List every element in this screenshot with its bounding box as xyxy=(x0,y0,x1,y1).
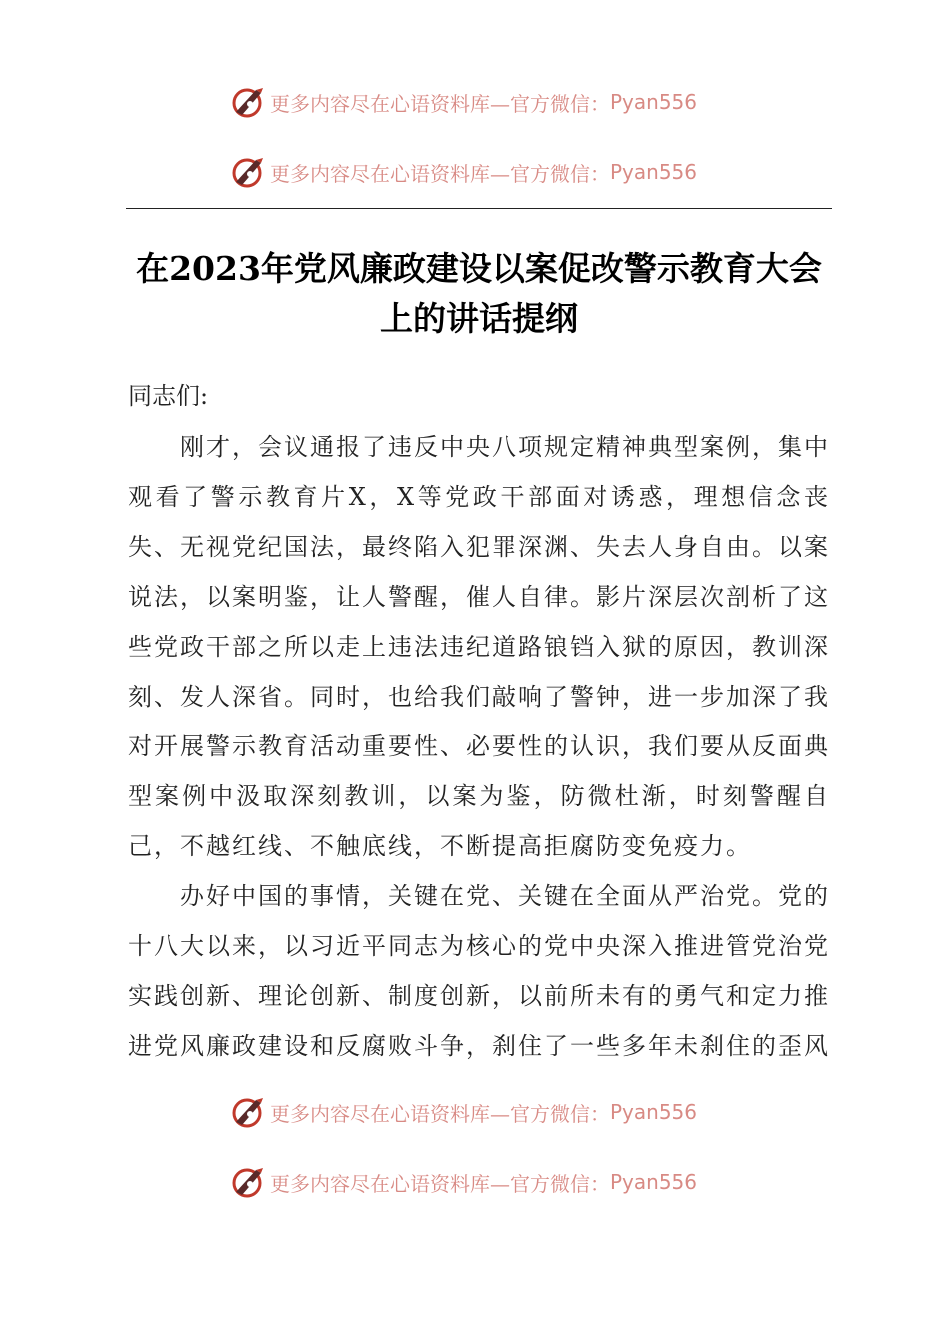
watermark-footer-1 xyxy=(230,1092,697,1132)
watermark-contact: Pyan556 xyxy=(610,1170,698,1194)
paragraph-2: 办好中国的事情，关键在党、关键在全面从严治党。党的十八大以来，以习近平同志为核心的党中央深入推进管党治党实践创新、理论创新、制度创新，以前所未有的勇气和定力推进党风廉政建设和反腐败斗争，刹住了一些多年未刹住的歪风 xyxy=(128,882,830,1060)
greeting: 同志们: xyxy=(128,382,209,410)
header-divider xyxy=(126,208,832,209)
document-title: 在2023年党风廉政建设以案促改警示教育大会上的讲话提纲 xyxy=(136,249,822,338)
watermark-text: 更多内容尽在心语资料库—官方微信： xyxy=(270,1171,610,1196)
watermark-text: 更多内容尽在心语资料库—官方微信： xyxy=(270,1101,610,1126)
pen-logo-icon xyxy=(230,154,266,190)
watermark-contact: Pyan556 xyxy=(610,1100,698,1124)
watermark-header-1 xyxy=(230,82,697,122)
pen-logo-icon xyxy=(230,1164,266,1200)
watermark-text: 更多内容尽在心语资料库—官方微信： xyxy=(270,161,610,186)
watermark-contact: Pyan556 xyxy=(610,160,698,184)
paragraph-1: 刚才，会议通报了违反中央八项规定精神典型案例，集中观看了警示教育片X，X等党政干部面对诱惑，理想信念丧失、无视党纪国法，最终陷入犯罪深渊、失去人身自由。以案说法，以案明鉴，让人警醒，催人自律。影片深层次剖析了这些党政干部之所以走上违法违纪道路锒铛入狱的原因，教训深刻、发人深省。同时，也给我们敲响了警钟，进一步加深了我对开展警示教育活动重要性、必要性的认识，我们要从反面典型案例中汲取深刻教训，以案为鉴，防微杜渐，时刻警醒自己，不越红线、不触底线，不断提高拒腐防变免疫力。 xyxy=(128,433,830,861)
watermark-footer-2 xyxy=(230,1162,697,1202)
watermark-contact: Pyan556 xyxy=(610,90,698,114)
pen-logo-icon xyxy=(230,84,266,120)
pen-logo-icon xyxy=(230,1094,266,1130)
watermark-header-2 xyxy=(230,152,697,192)
watermark-text: 更多内容尽在心语资料库—官方微信： xyxy=(270,91,610,116)
